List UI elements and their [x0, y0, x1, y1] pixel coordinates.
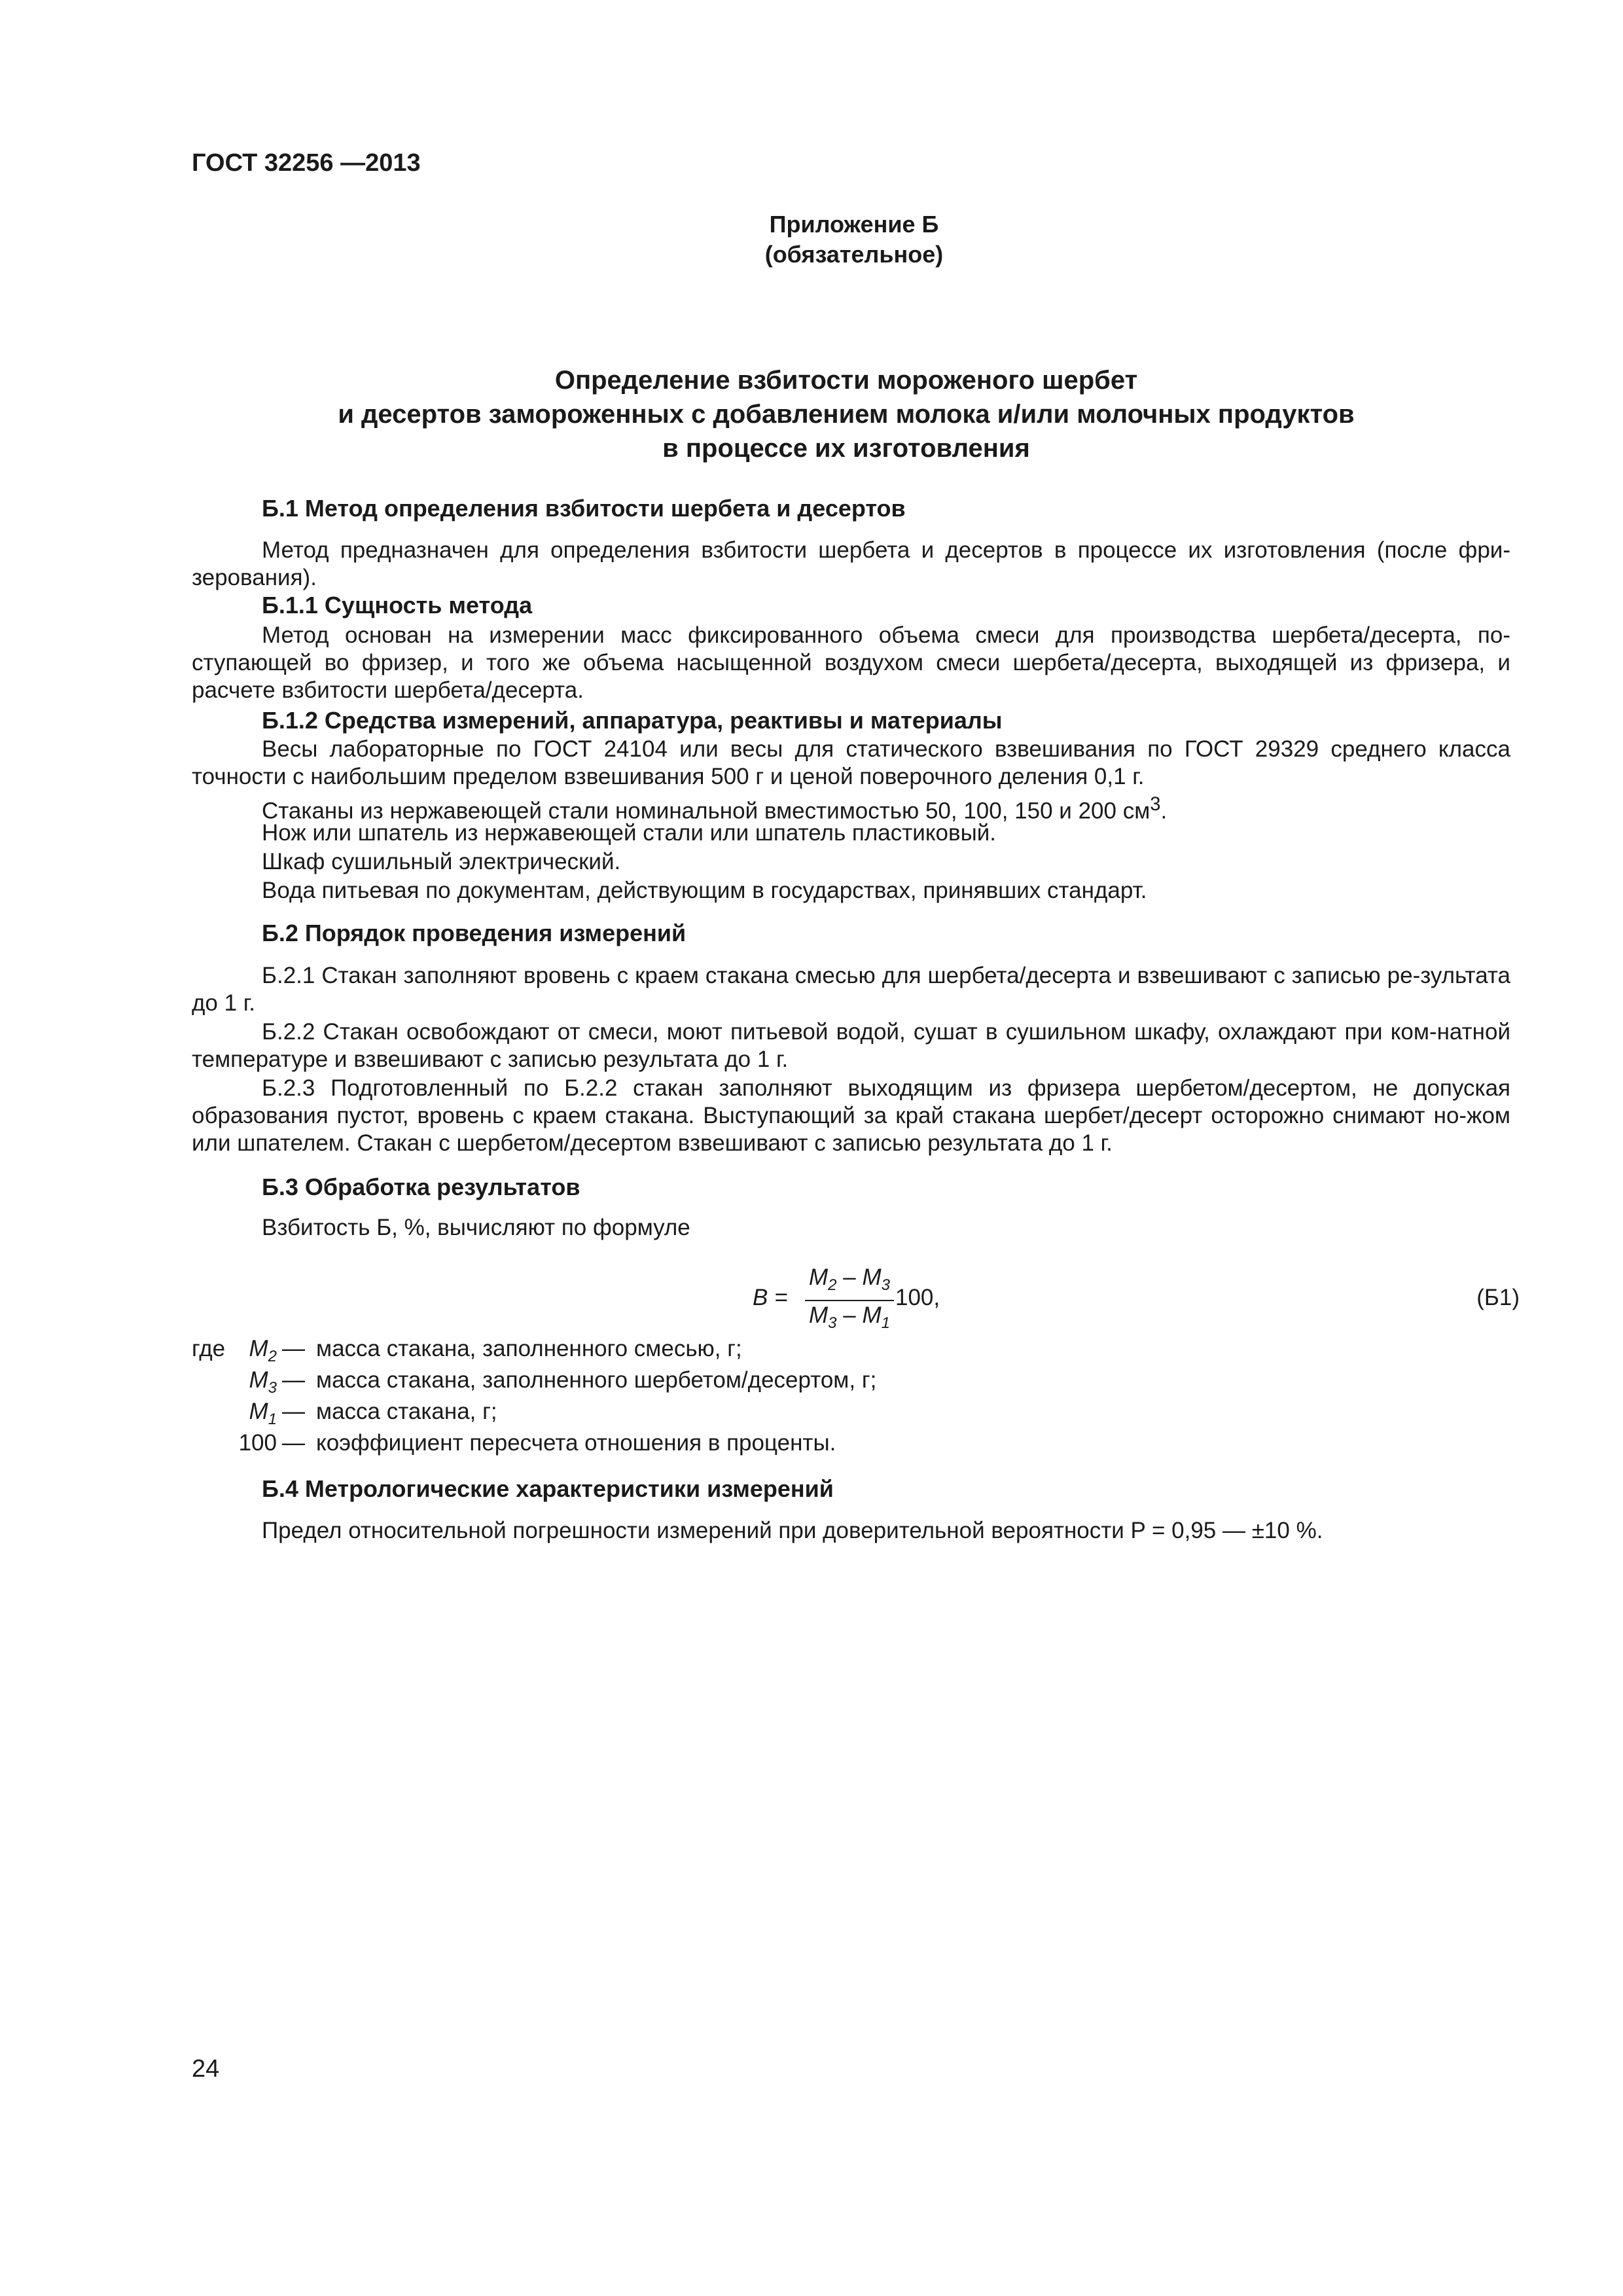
section-b1-text: Метод предназначен для определения взбитости шербета и десертов в процессе их изготовления (после фри-зерования).: [192, 537, 1510, 590]
section-b4-text: Предел относительной погрешности измерений при доверительной вероятности P = 0,95 — ±10 %.: [262, 1518, 1323, 1543]
section-b2-p3: Б.2.3 Подготовленный по Б.2.2 стакан заполняют выходящим из фризера шербетом/десертом, не допуская образования пустот, вровень с краем стакана. Выступающий за край стакана шербет/десерт осторожно снимают но-жом или шпателем. Стакан с шербетом/десертом взвешивают с записью результата до 1 г.: [192, 1075, 1510, 1156]
section-b2-p2: Б.2.2 Стакан освобождают от смеси, моют питьевой водой, сушат в сушильном шкафу, охлаждают при ком-натной температуре и взвешивают с записью результата до 1 г.: [192, 1019, 1510, 1072]
definition-dash: —: [282, 1399, 305, 1424]
cups-end: .: [1160, 798, 1168, 824]
formula-lhs: B =: [753, 1285, 788, 1310]
appendix-title: Приложение Б: [769, 211, 939, 238]
section-b3-intro: Взбитость Б, %, вычисляют по формуле: [262, 1215, 690, 1240]
definition-symbol: $M_1$: [249, 1399, 277, 1428]
page-number: 24: [192, 2055, 220, 2083]
definition-text: коэффициент пересчета отношения в проценты.: [316, 1430, 836, 1456]
definition-symbol: $M_2$: [249, 1336, 277, 1365]
formula-fraction: [805, 1263, 894, 1338]
definition-symbol: 100: [238, 1430, 277, 1456]
section-b4-heading: Б.4 Метрологические характеристики измерений: [262, 1475, 834, 1502]
title-line-1: Определение взбитости мороженого шербет: [554, 366, 1138, 395]
section-b12-line-5: Вода питьевая по документам, действующим в государствах, принявших стандарт.: [262, 878, 1147, 903]
section-b2-p1: Б.2.1 Стакан заполняют вровень с краем стакана смесью для шербета/десерта и взвешивают с записью ре-зультата до 1 г.: [192, 963, 1510, 1016]
definition-dash: —: [282, 1367, 305, 1393]
document-header: ГОСТ 32256 —2013: [192, 149, 421, 177]
section-b12-line-4: Шкаф сушильный электрический.: [262, 849, 621, 874]
appendix-heading: [192, 363, 1501, 465]
section-b12-heading: Б.1.2 Средства измерений, аппаратура, реактивы и материалы: [262, 707, 1003, 734]
section-b1-heading: Б.1 Метод определения взбитости шербета и десертов: [262, 495, 906, 522]
title-line-2: и десертов замороженных с добавлением молока и/или молочных продуктов: [338, 400, 1355, 429]
definition-text: масса стакана, заполненного шербетом/десертом, г;: [316, 1367, 877, 1393]
definition-dash: —: [282, 1430, 305, 1456]
definition-symbol: $M_3$: [249, 1367, 277, 1397]
appendix-status: (обязательное): [764, 241, 944, 268]
cups-superscript: 3: [1150, 794, 1161, 815]
section-b12-text-1: Весы лабораторные по ГОСТ 24104 или весы для статического взвешивания по ГОСТ 29329 среднего класса точности с наибольшим пределом взвешивания 500 г и ценой поверочного деления 0,1 г.: [192, 736, 1510, 789]
definition-dash: —: [282, 1336, 305, 1361]
formula-multiplier: 100,: [895, 1285, 940, 1310]
section-b2-heading: Б.2 Порядок проведения измерений: [262, 920, 687, 946]
section-b3-heading: Б.3 Обработка результатов: [262, 1174, 580, 1200]
formula-b1: [753, 1263, 1538, 1335]
definition-text: масса стакана, г;: [316, 1399, 497, 1424]
appendix-label: [0, 209, 1623, 270]
equation-number: (Б1): [1476, 1285, 1520, 1310]
section-b11-text: Метод основан на измерении масс фиксированного объема смеси для производства шербета/десерта, по-ступающей во фризер, и того же объема насыщенной воздухом смеси шербета/десерта, выходящей из фризера, и расчете взбитости шербета/десерта.: [192, 622, 1510, 703]
section-b11-heading: Б.1.1 Сущность метода: [262, 592, 533, 619]
definition-where: где: [192, 1336, 226, 1361]
title-line-3: в процессе их изготовления: [662, 434, 1030, 463]
formula-denominator: $M_3 - M_1$: [805, 1300, 894, 1338]
section-b12-line-3: Нож или шпатель из нержавеющей стали или шпатель пластиковый.: [262, 820, 997, 846]
definition-text: масса стакана, заполненного смесью, г;: [316, 1336, 742, 1361]
formula-numerator: $M_2 - M_3$: [809, 1265, 890, 1294]
cups-text: Стаканы из нержавеющей стали номинальной вместимостью 50, 100, 150 и 200 см: [262, 798, 1150, 824]
